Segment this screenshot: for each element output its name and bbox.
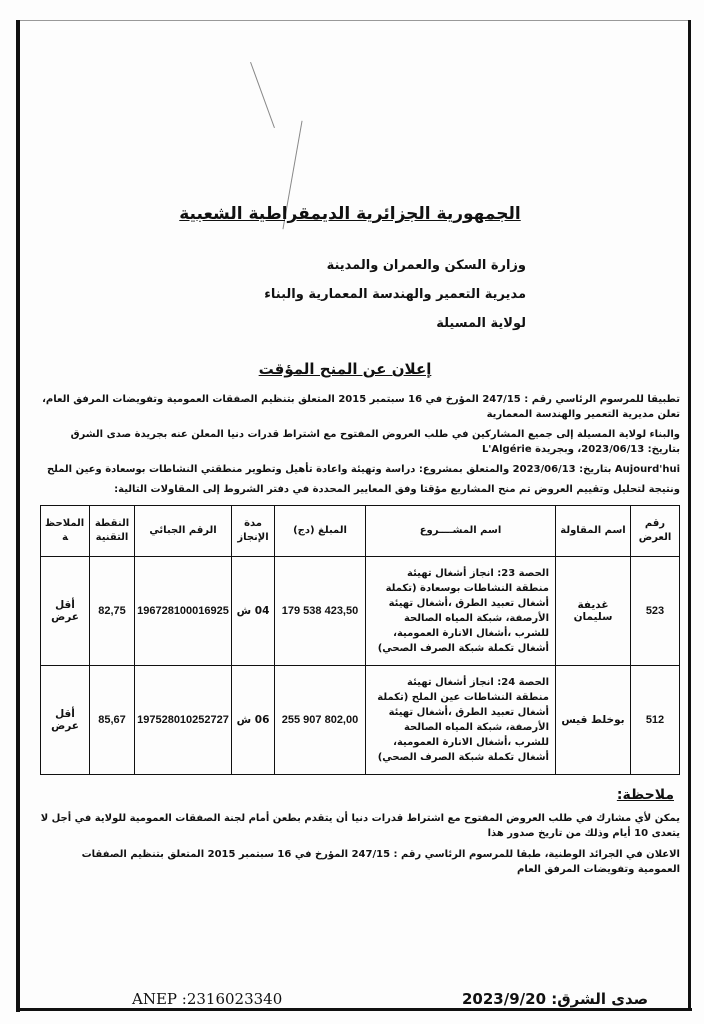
remark: أقل عرض	[41, 557, 90, 666]
note-line: الاعلان في الجرائد الوطنية، طبقا للمرسوم الرئاسي رقم : 247/15 المؤرخ في 16 سبتمبر 2015 المتعلق بتنظيم الصفقات العمومية وتفويضات المرفق العام	[81, 849, 680, 875]
col-tax-id: الرقم الجبائي	[135, 506, 232, 557]
frame-bottom	[16, 1008, 692, 1011]
project-name: الحصة 24: انجاز أشغال تهيئة منطقة النشاطات عين الملح (تكملة أشغال تعبيد الطرق ،أشغال تهيئة الأرصفة، شبكة المياه الصالحة للشرب ،أشغال الانارة العمومية، أشغال تكملة شبكة الصرف الصحي)	[366, 666, 556, 775]
amount: 255 907 802,00	[275, 666, 366, 775]
announcement-body	[40, 392, 680, 883]
amount: 179 538 423,50	[275, 557, 366, 666]
col-technical-score: النقطة التقنية	[90, 506, 135, 557]
body-line: Aujourd'hui بتاريخ: 2023/06/13 والمتعلق بمشروع: دراسة وتهيئة واعادة تأهيل وتطوير منطقتي النشاطات بوسعادة وعين الملح	[46, 464, 680, 475]
pen-mark	[250, 62, 275, 128]
remark: أقل عرض	[41, 666, 90, 775]
col-remark: الملاحظة	[41, 506, 90, 557]
body-line: والبناء لولاية المسيلة إلى جميع المشاركين في طلب العروض المفتوح مع اشتراط قدرات دنيا المعلن عنه بجريدة صدى الشرق بتاريخ: 2023/06/13، وبجريدة L'Algérie	[70, 429, 680, 455]
frame-top	[16, 20, 691, 21]
col-duration: مدة الإنجاز	[232, 506, 275, 557]
col-amount: المبلغ (دج)	[275, 506, 366, 557]
ministry-line: وزارة السكن والعمران والمدينة	[326, 258, 526, 273]
awards-table	[40, 505, 680, 775]
announcement-heading: إعلان عن المنح المؤقت	[258, 360, 432, 378]
frame-left	[16, 20, 20, 1012]
directorate-line: مديرية التعمير والهندسة المعمارية والبناء	[264, 287, 526, 302]
document-title: الجمهورية الجزائرية الديمقراطية الشعبية	[179, 204, 521, 224]
project-name: الحصة 23: انجاز أشغال تهيئة منطقة النشاطات بوسعادة (تكملة أشغال تعبيد الطرق ،أشغال تهيئة الأرصفة، شبكة المياه الصالحة للشرب ،أشغال الانارة العمومية، أشغال تكملة شبكة الصرف الصحي)	[366, 557, 556, 666]
table-row	[41, 557, 680, 666]
province-line: لولاية المسيلة	[436, 316, 526, 331]
technical-score: 85,67	[90, 666, 135, 775]
table-header-row	[41, 506, 680, 557]
company-name: غديفة سليمان	[556, 557, 631, 666]
duration: 04 ش	[232, 557, 275, 666]
tax-id: 196728100016925	[135, 557, 232, 666]
newspaper-source-date: صدى الشرق: 2023/9/20	[462, 990, 649, 1008]
body-line: ونتيجة لتحليل وتقييم العروض تم منح المشاريع مؤقتا وفق المعايير المحددة في دفتر الشروط إلى المقاولات التالية:	[114, 484, 680, 495]
col-project: اسم المشــــروع	[366, 506, 556, 557]
technical-score: 82,75	[90, 557, 135, 666]
frame-right	[688, 20, 691, 1011]
table-row	[41, 666, 680, 775]
offer-number: 512	[631, 666, 680, 775]
duration: 06 ش	[232, 666, 275, 775]
company-name: بوخلط قيس	[556, 666, 631, 775]
anep-reference: ANEP :2316023340	[132, 990, 283, 1008]
offer-number: 523	[631, 557, 680, 666]
col-offer-number: رقم العرض	[631, 506, 680, 557]
note-line: يمكن لأي مشارك في طلب العروض المفتوح مع اشتراط قدرات دنيا أن يتقدم بطعن أمام لجنة الصفقات العمومية للولاية في أجل لا يتعدى 10 أيام وذلك من تاريخ صدور هذا	[40, 813, 680, 839]
tax-id: 197528010252727	[135, 666, 232, 775]
body-line: تطبيقا للمرسوم الرئاسي رقم : 247/15 المؤرخ في 16 سبتمبر 2015 المتعلق بتنظيم الصفقات العمومية وتفويضات المرفق العام، تعلن مديرية التعمير والهندسة المعمارية	[42, 394, 680, 420]
note-title: ملاحظة:	[616, 787, 674, 803]
col-company: اسم المقاولة	[556, 506, 631, 557]
